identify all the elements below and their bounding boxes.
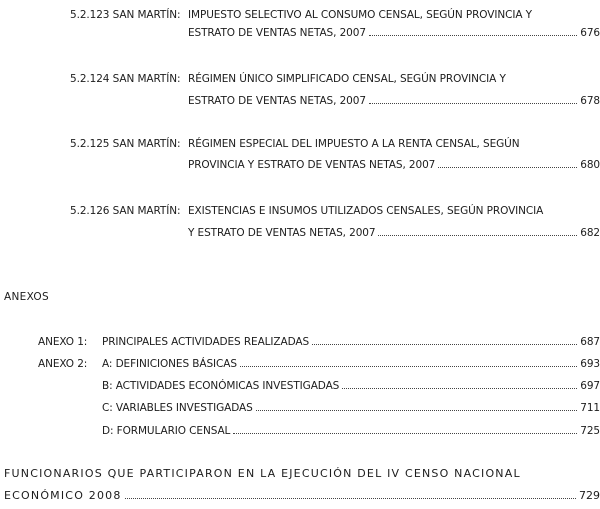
anexo-label: ANEXO 1: — [38, 336, 88, 348]
entry-code: 5.2.126 SAN MARTÍN: — [70, 205, 181, 217]
dot-leader — [369, 34, 577, 36]
dot-leader — [369, 102, 577, 104]
page-number: 697 — [580, 380, 600, 392]
dot-leader — [240, 365, 577, 367]
page-number: 693 — [580, 358, 600, 370]
page-number: 711 — [580, 402, 600, 414]
page-number: 680 — [580, 159, 600, 171]
page-number: 676 — [580, 27, 600, 39]
entry-title-line: IMPUESTO SELECTIVO AL CONSUMO CENSAL, SEGÚN PROVINCIA Y — [188, 9, 532, 21]
toc-entry-line[interactable] — [188, 159, 600, 171]
page-number: 687 — [580, 336, 600, 348]
anexo-title: D: FORMULARIO CENSAL — [102, 425, 231, 437]
funcionarios-entry[interactable] — [4, 489, 600, 502]
anexo-label: ANEXO 2: — [38, 358, 88, 370]
anexo-entry[interactable] — [102, 402, 600, 414]
page-number: 725 — [580, 425, 600, 437]
toc-entry-line[interactable] — [188, 227, 600, 239]
entry-code: 5.2.124 SAN MARTÍN: — [70, 73, 181, 85]
page-number: 729 — [579, 489, 600, 502]
page-number: 682 — [580, 227, 600, 239]
anexo-entry[interactable] — [102, 425, 600, 437]
entry-title-line: ESTRATO DE VENTAS NETAS, 2007 — [188, 95, 366, 107]
dot-leader — [233, 432, 577, 434]
anexos-heading: ANEXOS — [4, 291, 49, 303]
page-number: 678 — [580, 95, 600, 107]
entry-code: 5.2.123 SAN MARTÍN: — [70, 9, 181, 21]
entry-title-line: Y ESTRATO DE VENTAS NETAS, 2007 — [188, 227, 376, 239]
dot-leader — [125, 497, 576, 499]
anexo-title: PRINCIPALES ACTIVIDADES REALIZADAS — [102, 336, 310, 348]
dot-leader — [438, 166, 577, 168]
entry-title-line: RÉGIMEN ESPECIAL DEL IMPUESTO A LA RENTA CENSAL, SEGÚN — [188, 138, 520, 150]
entry-title-line: RÉGIMEN ÚNICO SIMPLIFICADO CENSAL, SEGÚN PROVINCIA Y — [188, 73, 506, 85]
entry-title-line: PROVINCIA Y ESTRATO DE VENTAS NETAS, 2007 — [188, 159, 436, 171]
anexo-entry[interactable] — [102, 380, 600, 392]
funcionarios-title-line: ECONÓMICO 2008 — [4, 489, 122, 502]
toc-entry-line[interactable] — [188, 27, 600, 39]
anexo-entry[interactable] — [102, 358, 600, 370]
anexo-title: A: DEFINICIONES BÁSICAS — [102, 358, 237, 370]
dot-leader — [342, 387, 577, 389]
entry-code: 5.2.125 SAN MARTÍN: — [70, 138, 181, 150]
anexo-entry[interactable] — [102, 336, 600, 348]
entry-title-line: EXISTENCIAS E INSUMOS UTILIZADOS CENSALES, SEGÚN PROVINCIA — [188, 205, 544, 217]
dot-leader — [378, 234, 577, 236]
toc-entry-line[interactable] — [188, 95, 600, 107]
dot-leader — [256, 409, 578, 411]
anexo-title: B: ACTIVIDADES ECONÓMICAS INVESTIGADAS — [102, 380, 340, 392]
anexo-title: C: VARIABLES INVESTIGADAS — [102, 402, 253, 414]
dot-leader — [312, 343, 577, 345]
entry-title-line: ESTRATO DE VENTAS NETAS, 2007 — [188, 27, 366, 39]
funcionarios-title-line: FUNCIONARIOS QUE PARTICIPARON EN LA EJECUCIÓN DEL IV CENSO NACIONAL — [4, 467, 521, 480]
